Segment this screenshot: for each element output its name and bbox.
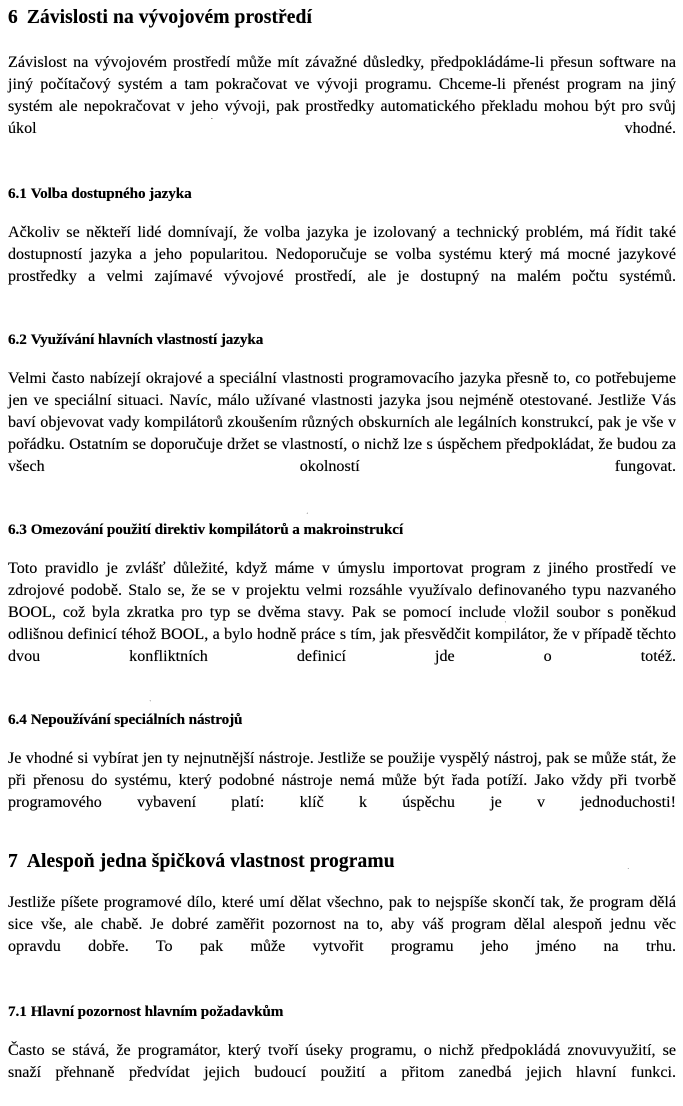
- subsection-heading-6-3: [8, 520, 676, 540]
- spacer: [8, 350, 676, 368]
- spacer: [8, 874, 676, 892]
- spacer: [8, 836, 676, 850]
- spacer: [8, 500, 676, 520]
- document-body: [8, 6, 676, 1106]
- subsection-title-6-2: Využívání hlavních vlastností jazyka: [30, 331, 264, 348]
- spacer: [8, 730, 676, 748]
- spacer: [8, 1022, 676, 1040]
- section-number-7: 7: [8, 851, 18, 872]
- spacer: [8, 162, 676, 184]
- spacer: [8, 310, 676, 330]
- subsection-heading-6-2: [8, 330, 676, 350]
- section-number-6: 6: [8, 7, 18, 28]
- section-heading-6: [8, 6, 676, 30]
- subsection-paragraph-6-4: Je vhodné si vybírat jen ty nejnutnější nástroje. Jestliže se použije vyspělý nástroj, pak se může stát, že při přenosu do systému, který podobné nástroje nemá může být řada potíží. Jako vždy při tvorbě programového vybavení platí: klíč k úspěchu je v jednoduchosti!: [8, 750, 676, 811]
- subsection-heading-7-1: [8, 1002, 676, 1022]
- section-paragraph-7: Jestliže píšete programové dílo, které umí dělat všechno, pak to nejspíše skončí tak, že program dělá sice vše, ale chabě. Je dobré zaměřit pozornost na to, aby váš program dělal alespoň jednu věc opravdu dobře. To pak může vytvořit programu jeho jméno na trhu.: [8, 894, 676, 955]
- subsection-number-7-1: 7.1: [8, 1003, 27, 1020]
- subsection-number-6-4: 6.4: [8, 711, 27, 728]
- spacer: [8, 690, 676, 710]
- subsection-number-6-1: 6.1: [8, 185, 27, 202]
- subsection-title-6-3: Omezování použití direktiv kompilátorů a makroinstrukcí: [30, 521, 404, 538]
- subsection-paragraph-6-3: Toto pravidlo je zvlášť důležité, když máme v úmyslu importovat program z jiného prostředí ve zdrojové podobě. Stalo se, že se v projektu velmi rozsáhle využívalo definovaného typu nazvaného BOOL, což byla zkratka pro typ se dvěma stavy. Pak se pomocí include vložil soubor s poněkud odlišnou definicí téhož BOOL, a bylo hodně práce s tím, jak přesvědčit kompilátor, že v případě těchto dvou konfliktních definicí jde o totéž.: [8, 560, 676, 665]
- spacer: [8, 540, 676, 558]
- subsection-heading-6-4: [8, 710, 676, 730]
- subsection-title-6-4: Nepoužívání speciálních nástrojů: [30, 711, 243, 728]
- spacer: [8, 980, 676, 1002]
- section-paragraph-6: Závislost na vývojovém prostředí může mít závažné důsledky, předpokládáme-li přesun software na jiný počítačový systém a tam pokračovat ve vývoji programu. Chceme-li přenést program na jiný systém ale nepokračovat v jeho vývoji, pak prostředky automatického překladu mohou být pro svůj úkol vhodné.: [8, 54, 676, 137]
- subsection-number-6-2: 6.2: [8, 331, 27, 348]
- spacer: [8, 204, 676, 222]
- subsection-paragraph-6-2: Velmi často nabízejí okrajové a speciální vlastnosti programovacího jazyka přesně to, co potřebujeme jen ve speciální situaci. Navíc, málo užívané vlastnosti jazyka jsou nejméně otestované. Jestliže Vás baví objevovat vady kompilátorů zkoušením různých obskurních ale legálních konstrukcí, pak je vše v pořádku. Ostatním se doporučuje držet se vlastností, o nichž lze s úspěchem předpokládat, že budou za všech okolností fungovat.: [8, 370, 676, 475]
- subsection-paragraph-6-1: Ačkoliv se někteří lidé domnívají, že volba jazyka je izolovaný a technický problém, má řídit také dostupností jazyka a jeho popularitou. Nedoporučuje se volba systému který má mocné jazykové prostředky a velmi zajímavé vývojové prostředí, ale je dostupný na malém počtu systémů.: [8, 224, 676, 285]
- subsection-number-6-3: 6.3: [8, 521, 27, 538]
- subsection-paragraph-7-1: Často se stává, že programátor, který tvoří úseky programu, o nichž předpokládá znovuvyužití, se snaží přehnaně předvídat jejich budoucí použití a přitom zanedbá jejich hlavní funkci.: [8, 1042, 676, 1081]
- subsection-title-7-1: Hlavní pozornost hlavním požadavkům: [30, 1003, 284, 1020]
- section-title-7: Alespoň jedna špičková vlastnost programu: [26, 851, 395, 872]
- section-heading-7: [8, 850, 676, 874]
- spacer: [8, 30, 676, 52]
- subsection-heading-6-1: [8, 184, 676, 204]
- subsection-title-6-1: Volba dostupného jazyka: [30, 185, 192, 202]
- section-title-6: Závislosti na vývojovém prostředí: [26, 7, 313, 28]
